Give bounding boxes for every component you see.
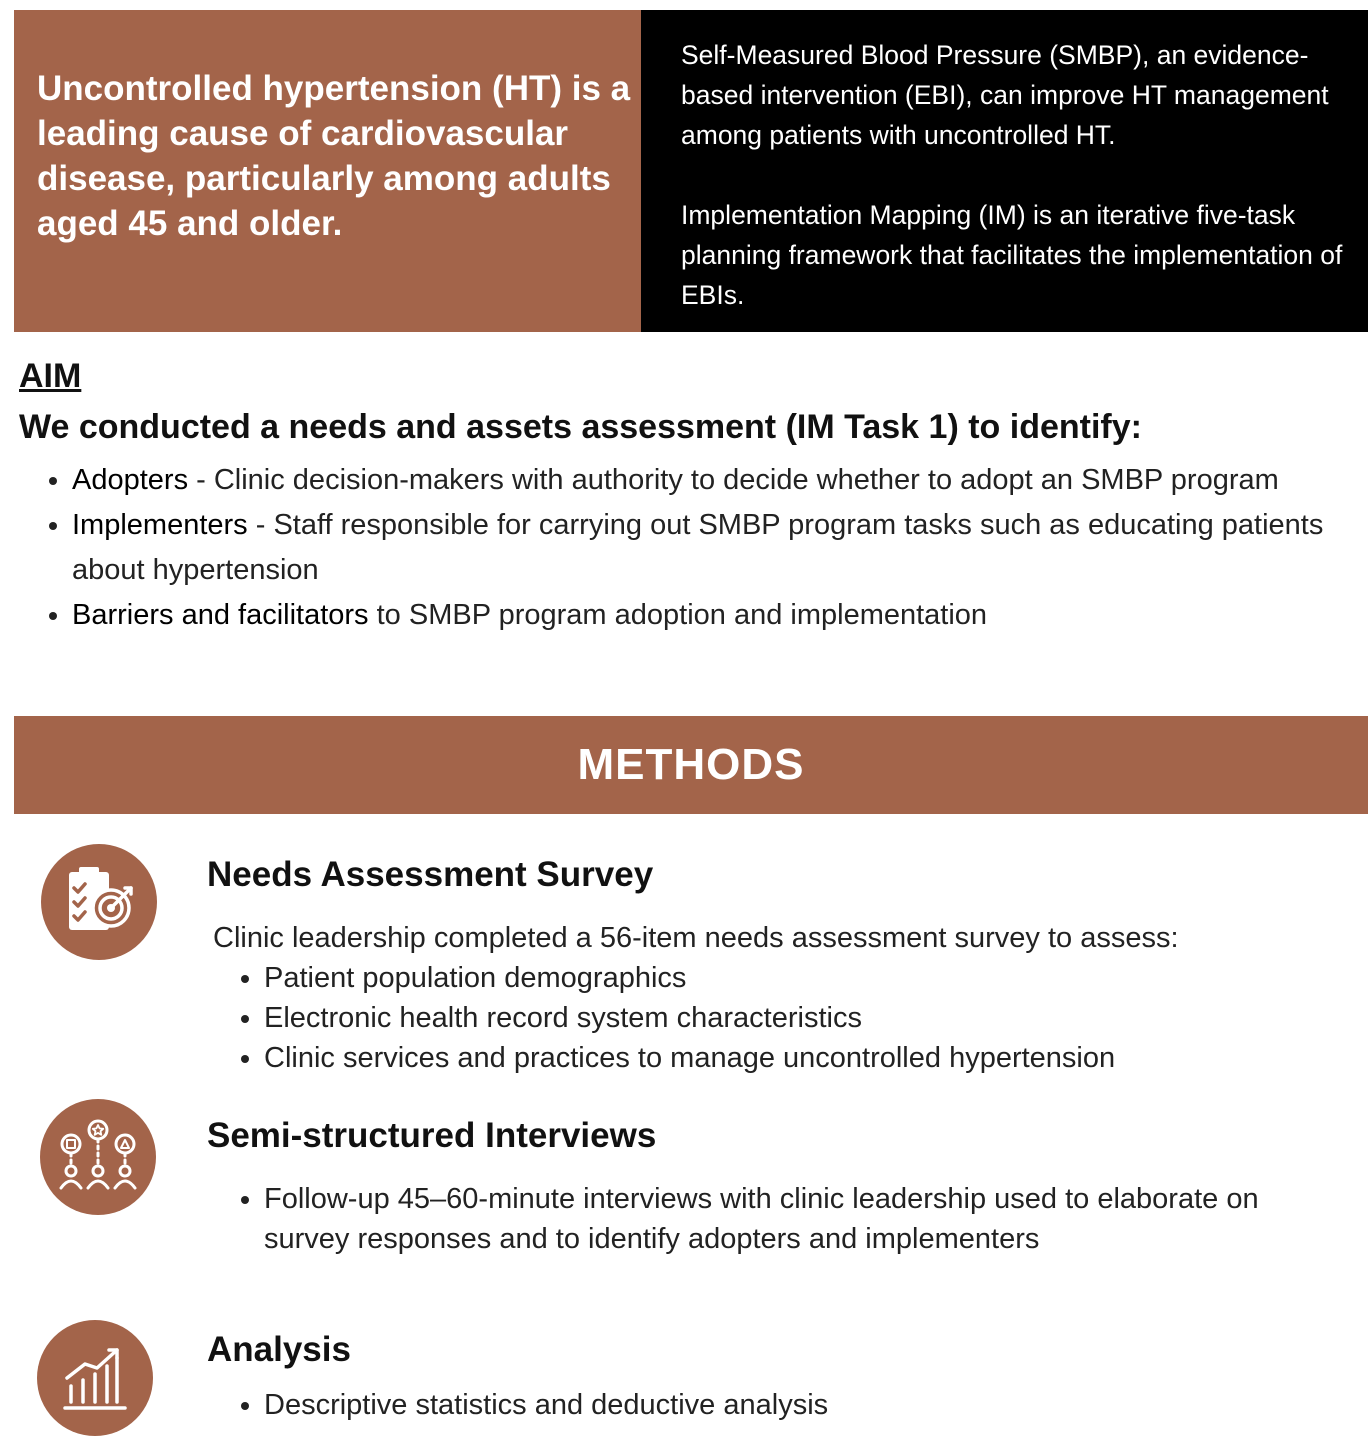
- list-item: • Descriptive statistics and deductive analysis: [264, 1385, 828, 1425]
- interviews-list: [214, 1179, 1264, 1259]
- interviews-title: Semi-structured Interviews: [207, 1116, 657, 1155]
- aim-item-implementers: [72, 503, 1364, 593]
- survey-title: Needs Assessment Survey: [207, 855, 654, 894]
- aim-item-text: - Clinic decision-makers with authority to decide whether to adopt an SMBP program: [188, 464, 1279, 496]
- list-item: • Patient population demographics: [264, 958, 1115, 998]
- analysis-list: [214, 1385, 828, 1425]
- clipboard-target-icon: [41, 844, 157, 960]
- aim-item-text: to SMBP program adoption and implementation: [368, 599, 988, 631]
- aim-section: [19, 352, 1364, 638]
- list-item: • Clinic services and practices to manage uncontrolled hypertension: [264, 1038, 1115, 1078]
- aim-item-adopters: [72, 458, 1364, 503]
- intro-statement: Uncontrolled hypertension (HT) is a leading cause of cardiovascular disease, particularly among adults aged 45 and older.: [37, 69, 631, 243]
- list-item: • Electronic health record system characteristics: [264, 998, 1115, 1038]
- aim-item-term: Adopters: [72, 464, 189, 496]
- intro-left-panel: [14, 10, 641, 332]
- aim-item-text: - Staff responsible for carrying out SMBP program tasks such as educating patients about hypertension: [72, 509, 1324, 586]
- intro-banner: [14, 10, 1368, 332]
- aim-item-term: Implementers: [72, 509, 248, 541]
- aim-list: [19, 458, 1364, 638]
- survey-list: [214, 958, 1115, 1078]
- aim-item-term: Barriers and facilitators: [72, 599, 369, 631]
- methods-header: [14, 716, 1368, 814]
- intro-right-panel: [641, 10, 1368, 332]
- growth-chart-icon: [37, 1320, 153, 1436]
- intro-im-paragraph: Implementation Mapping (IM) is an iterative five-task planning framework that facilitates the implementation of EBIs.: [681, 200, 1343, 310]
- aim-item-barriers: [72, 593, 1364, 638]
- aim-heading: We conducted a needs and assets assessment (IM Task 1) to identify:: [19, 408, 1142, 446]
- analysis-title: Analysis: [207, 1330, 351, 1369]
- aim-label: AIM: [19, 357, 82, 395]
- methods-title: METHODS: [577, 740, 805, 789]
- list-item: • Follow-up 45–60-minute interviews with clinic leadership used to elaborate on survey responses and to identify adopters and implementers: [264, 1179, 1264, 1259]
- people-network-icon: [40, 1099, 156, 1215]
- intro-smbp-paragraph: Self-Measured Blood Pressure (SMBP), an evidence-based intervention (EBI), can improve HT management among patients with uncontrolled HT.: [681, 40, 1329, 150]
- survey-intro: Clinic leadership completed a 56-item needs assessment survey to assess:: [213, 922, 1179, 954]
